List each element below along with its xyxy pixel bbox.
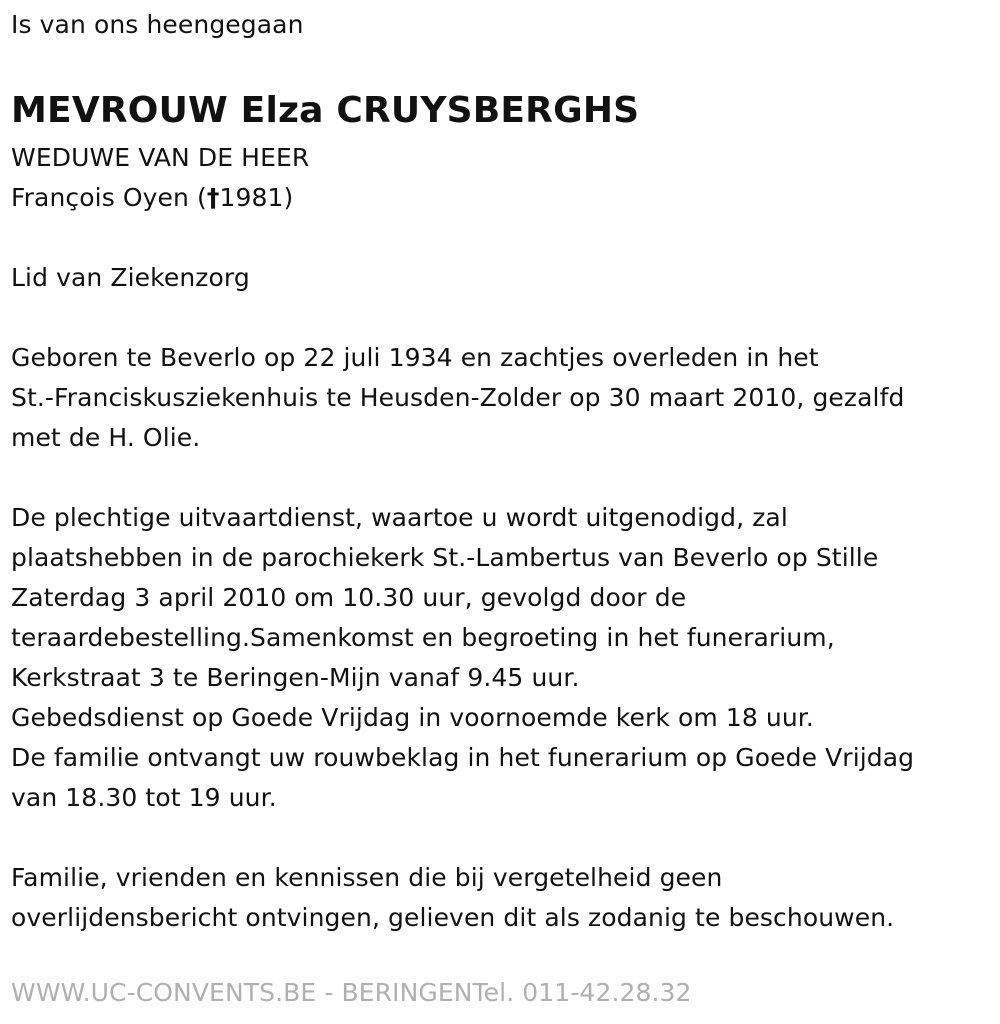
paragraph-line: De familie ontvangt uw rouwbeklag in het funerarium op Goede Vrijdag xyxy=(11,743,915,772)
paragraph-line: overlijdensbericht ontvingen, gelieven dit als zodanig te beschouwen. xyxy=(11,903,895,932)
deceased-name: MEVROUW Elza CRUYSBERGHS xyxy=(11,90,640,131)
closing-paragraph xyxy=(11,858,986,938)
widow-of-text: WEDUWE VAN DE HEER xyxy=(11,143,310,172)
spouse-name: François Oyen ( xyxy=(11,183,207,212)
spouse-death-year: 1981) xyxy=(219,183,294,212)
paragraph-line: teraardebestelling.Samenkomst en begroeting in het funerarium, xyxy=(11,623,835,652)
birth-paragraph xyxy=(11,338,986,458)
paragraph-line: met de H. Olie. xyxy=(11,423,201,452)
membership-text: Lid van Ziekenzorg xyxy=(11,263,250,292)
paragraph-line: Zaterdag 3 april 2010 om 10.30 uur, gevolgd door de xyxy=(11,583,687,612)
footer-source-text: WWW.UC-CONVENTS.BE - BERINGENTel. 011-42.28.32 xyxy=(11,978,692,1007)
spacer xyxy=(11,458,986,498)
paragraph-line: De plechtige uitvaartdienst, waartoe u wordt uitgenodigd, zal xyxy=(11,503,788,532)
paragraph-line: St.-Franciskusziekenhuis te Heusden-Zolder op 30 maart 2010, gezalfd xyxy=(11,383,905,412)
spacer xyxy=(11,818,986,858)
paragraph-line: Kerkstraat 3 te Beringen-Mijn vanaf 9.45 uur. xyxy=(11,663,580,692)
service-paragraph xyxy=(11,498,986,818)
paragraph-line: Familie, vrienden en kennissen die bij vergetelheid geen xyxy=(11,863,723,892)
paragraph-line: plaatshebben in de parochiekerk St.-Lambertus van Beverlo op Stille xyxy=(11,543,879,572)
cross-icon: † xyxy=(206,183,220,212)
paragraph-line: van 18.30 tot 19 uur. xyxy=(11,783,277,812)
paragraph-line: Gebedsdienst op Goede Vrijdag in voornoemde kerk om 18 uur. xyxy=(11,703,814,732)
paragraph-line: Geboren te Beverlo op 22 juli 1934 en zachtjes overleden in het xyxy=(11,343,819,372)
spacer xyxy=(11,218,986,258)
obituary-notice xyxy=(11,0,986,938)
spacer xyxy=(11,298,986,338)
intro-text: Is van ons heengegaan xyxy=(11,10,304,39)
spouse-line xyxy=(11,178,986,218)
